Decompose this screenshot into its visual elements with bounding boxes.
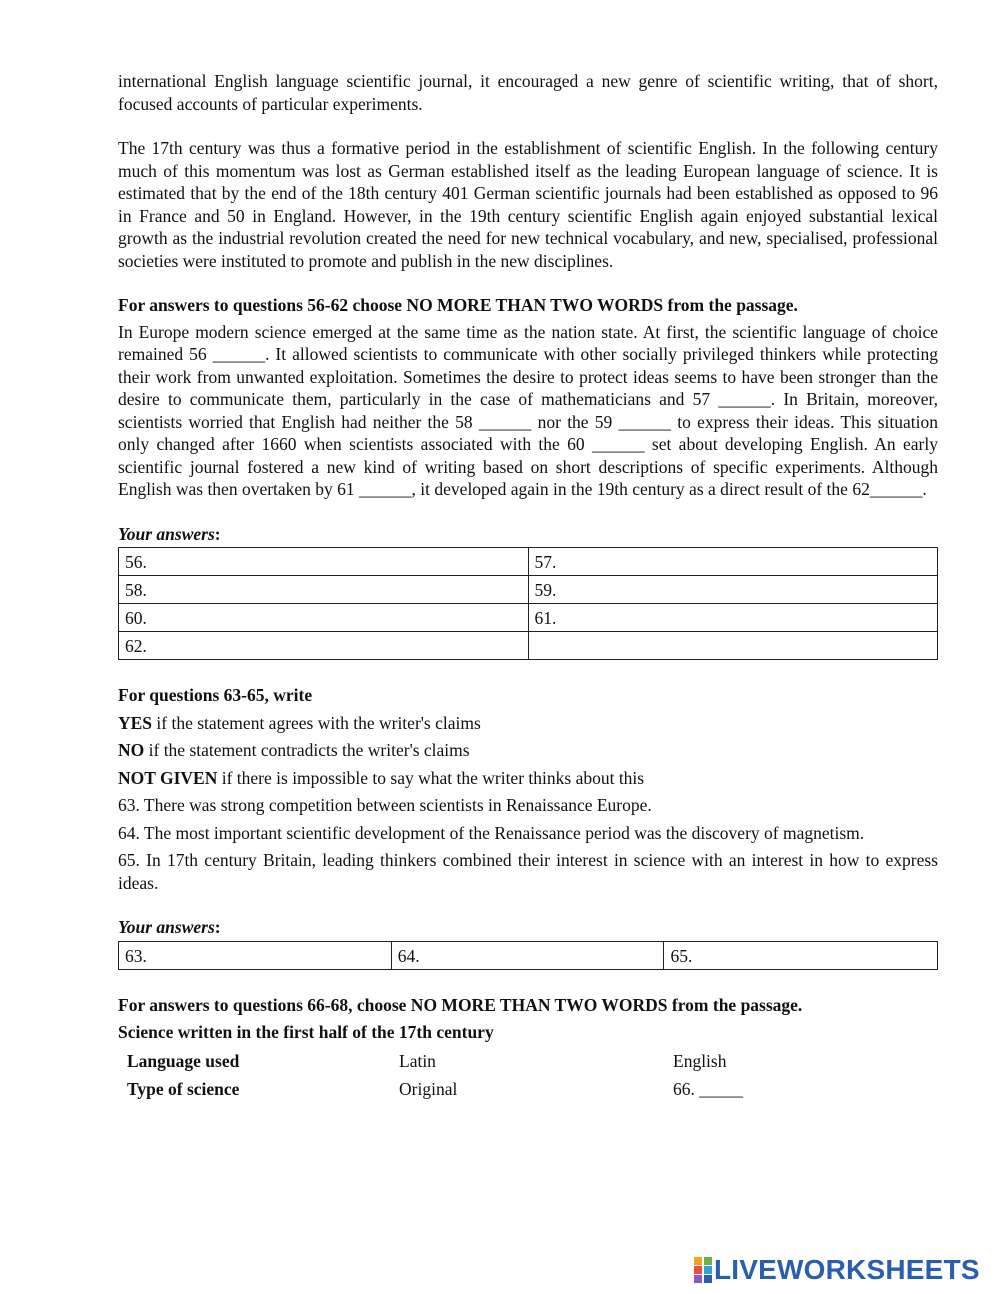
no-term: NO	[118, 740, 145, 760]
answer-cell-59[interactable]: 59.	[528, 576, 938, 604]
row-label-language: Language used	[127, 1050, 240, 1071]
answer-cell-57[interactable]: 57.	[528, 548, 938, 576]
section3-heading: For answers to questions 66-68, choose NO MORE THAN TWO WORDS from the passage.	[118, 994, 803, 1015]
science-table	[118, 1050, 938, 1106]
table-row	[118, 1050, 938, 1078]
answer-blank-66[interactable]: 66. _____	[673, 1078, 743, 1099]
worksheet-content	[118, 70, 938, 1106]
answer-cell-61[interactable]: 61.	[528, 604, 938, 632]
liveworksheets-logo	[694, 1255, 980, 1285]
row-label-type: Type of science	[127, 1078, 240, 1099]
question-65: 65. In 17th century Britain, leading thinkers combined their interest in science with an interest in how to express ideas.	[118, 850, 938, 893]
passage-paragraph-2: The 17th century was thus a formative period in the establishment of scientific English. In the following century much of this momentum was lost as German established itself as the leading European language of science. It is estimated that by the end of the 18th century 401 German scientific journals had been established as opposed to 96 in France and 50 in England. However, in the 19th century scientific English again enjoyed substantial lexical growth as the industrial revolution created the need for new technical vocabulary, and new, specialised, professional societies were instituted to promote and publish in the new disciplines.	[118, 138, 938, 271]
cell-english: English	[673, 1050, 727, 1071]
answers-label-1: Your answers:	[118, 523, 221, 544]
not-given-instruction: NOT GIVEN if there is impossible to say what the writer thinks about this	[118, 767, 645, 788]
answers-label-2: Your answers:	[118, 917, 221, 937]
answer-cell-60[interactable]: 60.	[119, 604, 529, 632]
question-63: 63. There was strong competition between scientists in Renaissance Europe.	[118, 795, 652, 815]
question-64: 64. The most important scientific development of the Renaissance period was the discovery of magnetism.	[118, 822, 865, 843]
answer-cell-63[interactable]: 63.	[119, 941, 392, 969]
answers-table-63-65	[118, 941, 938, 970]
table-row	[119, 548, 938, 576]
cell-original: Original	[399, 1078, 458, 1099]
answer-cell-62[interactable]: 62.	[119, 632, 529, 660]
liveworksheets-logo-icon	[694, 1257, 714, 1283]
answer-cell-64[interactable]: 64.	[391, 941, 664, 969]
cell-latin: Latin	[399, 1050, 436, 1071]
answer-cell-65[interactable]: 65.	[664, 941, 938, 969]
summary-paragraph: In Europe modern science emerged at the same time as the nation state. At first, the scientific language of choice remained 56 ______. It allowed scientists to communicate with other socially privileged thinkers while protecting their work from unwanted exploitation. Sometimes the desire to protect ideas seems to have been stronger than the desire to communicate them, particularly in the case of mathematicians and 57 ______. In Britain, moreover, scientists worried that English had neither the 58 ______ nor the 59 ______ to express their ideas. This situation only changed after 1660 when scientists associated with the 60 ______ set about developing English. An early scientific journal fostered a new kind of writing based on short descriptions of specific experiments. Although English was then overtaken by 61 ______, it developed again in the 19th century as a direct result of the 62______.	[118, 321, 938, 499]
table-row	[119, 576, 938, 604]
yes-instruction: YES if the statement agrees with the writer's claims	[118, 712, 481, 733]
answer-cell-56[interactable]: 56.	[119, 548, 529, 576]
table-row	[119, 604, 938, 632]
section1-heading: For answers to questions 56-62 choose NO MORE THAN TWO WORDS from the passage.	[118, 295, 798, 315]
yes-term: YES	[118, 712, 153, 733]
no-instruction: NO if the statement contradicts the writer's claims	[118, 740, 470, 760]
table-row	[118, 1078, 938, 1106]
passage-paragraph-1: international English language scientific journal, it encouraged a new genre of scientific writing, that of short, focused accounts of particular experiments.	[118, 71, 938, 114]
empty-cell	[528, 632, 938, 660]
section3-subheading: Science written in the first half of the 17th century	[118, 1022, 494, 1042]
table-row	[119, 632, 938, 660]
logo-text: LIVEWORKSHEETS	[714, 1254, 980, 1285]
not-given-term: NOT GIVEN	[118, 767, 218, 788]
table-row	[119, 941, 938, 969]
section2-heading: For questions 63-65, write	[118, 685, 313, 705]
answers-table-56-62	[118, 547, 938, 660]
answer-cell-58[interactable]: 58.	[119, 576, 529, 604]
